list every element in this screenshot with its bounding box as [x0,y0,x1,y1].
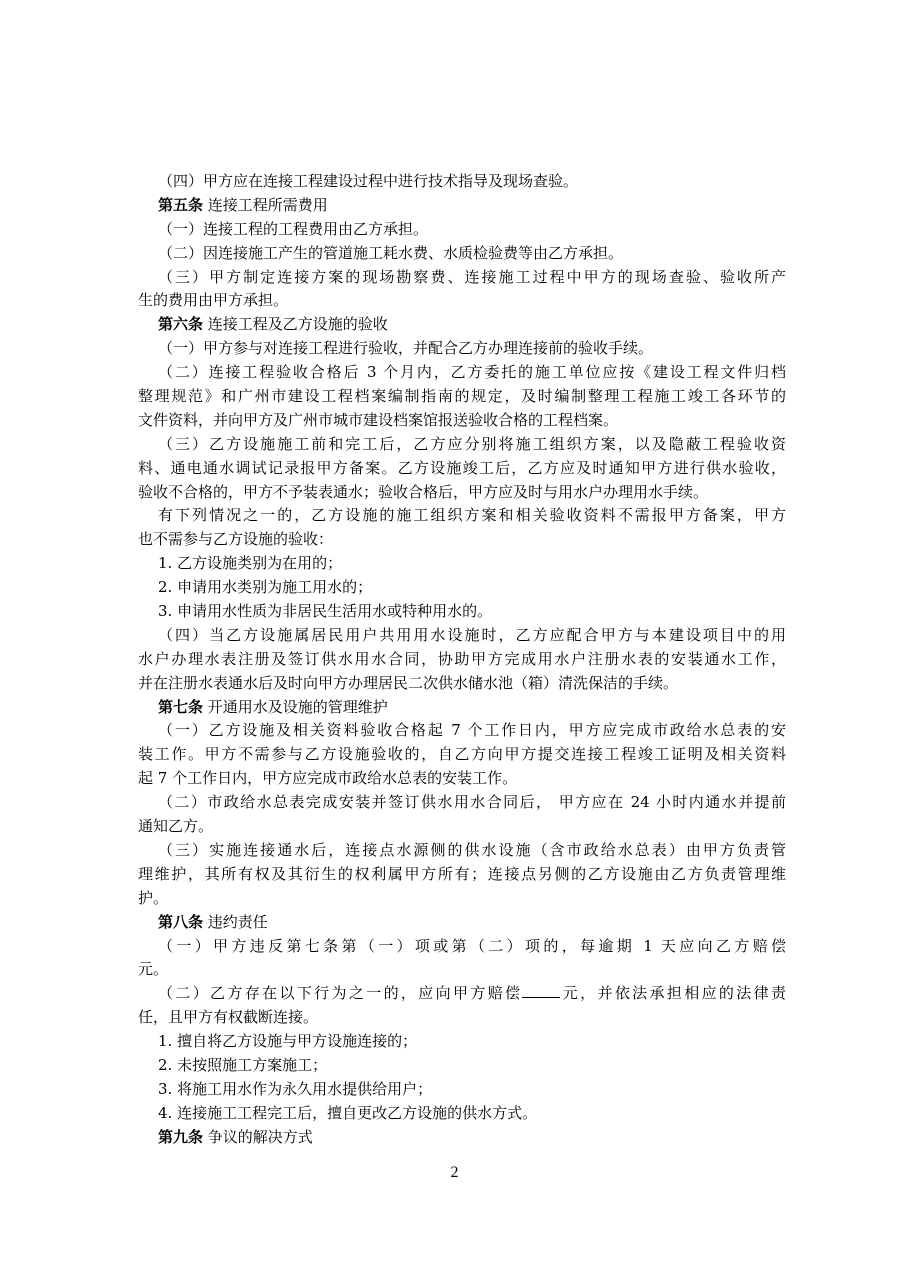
line-text: （一）连接工程的工程费用由乙方承担。 [158,219,429,238]
page-number: 2 [450,1164,459,1181]
text-line [138,170,786,194]
text-line [138,887,786,911]
text-line [138,433,786,457]
text-line [138,242,786,266]
text-line [138,815,786,839]
article-heading [138,1126,786,1150]
line-text: 任，且甲方有权截断连接。 [138,1008,319,1027]
article-heading [138,911,786,935]
text-line [138,1102,786,1126]
text-line [138,648,786,672]
line-text: （三）实施连接通水后，连接点水源侧的供水设施（含市政给水总表）由甲方负责管 [158,840,786,859]
text-line [138,863,786,887]
line-text: （四）甲方应在连接工程建设过程中进行技术指导及现场查验。 [158,172,579,190]
text-line [138,600,786,624]
text-line [138,528,786,552]
line-text: 3. 申请用水性质为非居民生活用水或特种用水的。 [158,602,493,621]
text-line [138,1054,786,1078]
line-text: 整理规范》和广州市建设工程档案编制指南的规定，及时编制整理工程施工竣工各环节的 [138,387,786,406]
line-text: （三）乙方设施施工前和完工后，乙方应分别将施工组织方案，以及隐蔽工程验收资 [158,434,786,453]
text-line [138,1030,786,1054]
line-text: （二）市政给水总表完成安装并签订供水用水合同后， 甲方应在 24 小时内通水并提前 [158,793,786,812]
line-text: （三）甲方制定连接方案的现场勘察费、连接施工过程中甲方的现场查验、验收所产 [158,267,786,286]
text-line [138,266,786,290]
article-number: 第九条 [158,1127,204,1146]
line-text: 连接工程所需费用 [203,195,328,214]
line-text: 1. 乙方设施类别为在用的； [158,554,343,573]
line-text: 2. 未按照施工方案施工； [158,1055,328,1074]
text-line [138,791,786,815]
line-text: （一）甲方违反第七条第（一）项或第（二）项的，每逾期 1 天应向乙方赔偿 [158,936,786,955]
text-line [138,1006,786,1030]
line-text: 开通用水及设施的管理维护 [203,697,388,716]
text-line [138,504,786,528]
text-line [138,289,786,313]
line-text: 料、通电通水调试记录报甲方备案。乙方设施竣工后，乙方应及时通知甲方进行供水验收， [138,458,786,477]
line-text: 装工作。甲方不需参与乙方设施验收的，自乙方向甲方提交连接工程竣工证明及相关资料 [138,745,786,764]
text-line [138,958,786,982]
article-number: 第六条 [158,315,204,334]
line-text: 水户办理水表注册及签订供水用水合同，协助甲方完成用水户注册水表的安装通水工作， [138,649,786,668]
text-line [138,552,786,576]
text-line [138,624,786,648]
text-line [138,218,786,242]
text-line [138,982,786,1006]
line-text: （二）连接工程验收合格后 3 个月内，乙方委托的施工单位应按《建设工程文件归档 [158,363,786,382]
line-text: 理维护，其所有权及其衍生的权利属甲方所有；连接点另侧的乙方设施由乙方负责管理维 [138,864,786,883]
text-line [138,1078,786,1102]
text-line [138,361,786,385]
article-heading [138,194,786,218]
line-text: 2. 申请用水类别为施工用水的； [158,578,373,597]
text-line [138,935,786,959]
line-text: 通知乙方。 [138,817,214,836]
text-line [138,672,786,696]
line-text: 文件资料，并向甲方及广州市城市建设档案馆报送验收合格的工程档案。 [138,410,619,429]
article-number: 第八条 [158,912,204,931]
document-body [138,170,786,1150]
line-text: 3. 将施工用水作为永久用水提供给用户； [158,1079,433,1098]
text-line [138,481,786,505]
line-text: 也不需参与乙方设施的验收： [138,530,334,549]
line-text: （二）乙方存在以下行为之一的，应向甲方赔偿 [158,984,523,1003]
line-text: 验收不合格的，甲方不予装表通水；验收合格后，甲方应及时与用水户办理用水手续。 [138,482,709,501]
text-line [138,457,786,481]
line-text: 生的费用由甲方承担。 [138,291,289,310]
text-line [138,576,786,600]
line-text: 有下列情况之一的，乙方设施的施工组织方案和相关验收资料不需报甲方备案，甲方 [158,506,786,525]
line-text: 争议的解决方式 [203,1127,313,1146]
text-line [138,719,786,743]
line-text: 连接工程及乙方设施的验收 [203,315,388,334]
line-text: 护。 [138,888,169,907]
line-text: （一）甲方参与对连接工程进行验收，并配合乙方办理连接前的验收手续。 [158,339,654,358]
article-heading [138,696,786,720]
text-line [138,409,786,433]
line-text: 1. 擅自将乙方设施与甲方设施连接的； [158,1032,418,1051]
line-text: （一）乙方设施及相关资料验收合格起 7 个工作日内，甲方应完成市政给水总表的安 [158,721,786,740]
article-heading [138,313,786,337]
line-text: 违约责任 [203,912,268,931]
line-text: 元。 [138,960,169,979]
line-text: 并在注册水表通水后及时向甲方办理居民二次供水储水池（箱）清洗保洁的手续。 [138,673,679,692]
line-text: （四）当乙方设施属居民用户共用用水设施时，乙方应配合甲方与本建设项目中的用 [158,625,786,644]
text-line [138,385,786,409]
text-line [138,767,786,791]
blank-fill-line [522,983,560,998]
line-text: 4. 连接施工工程完工后，擅自更改乙方设施的供水方式。 [158,1103,538,1122]
article-number: 第七条 [158,697,204,716]
article-number: 第五条 [158,195,204,214]
line-text-after-blank: 元，并依法承担相应的法律责 [560,984,786,1003]
line-text: 起 7 个工作日内，甲方应完成市政给水总表的安装工作。 [138,769,518,788]
text-line [138,743,786,767]
line-text: （二）因连接施工产生的管道施工耗水费、水质检验费等由乙方承担。 [158,243,624,262]
text-line [138,839,786,863]
text-line [138,337,786,361]
